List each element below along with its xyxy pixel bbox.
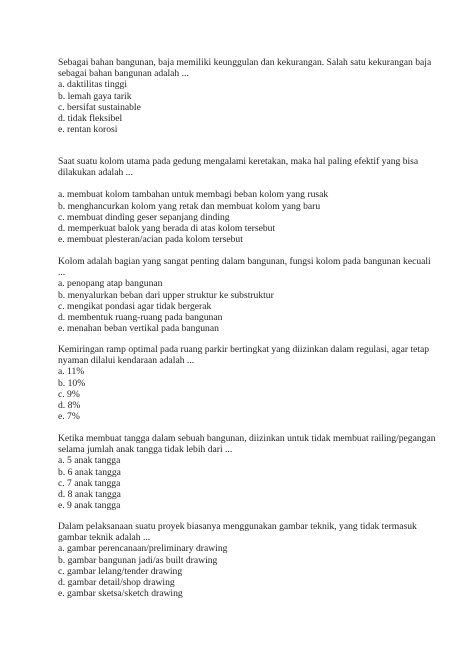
- answer-option-c: c. 9%: [58, 388, 80, 400]
- answer-option-b: b. 6 anak tangga: [58, 466, 121, 478]
- question-1: [58, 57, 438, 135]
- answer-option-a: a. 5 anak tangga: [58, 455, 121, 467]
- answer-option-a: a. 11%: [58, 366, 85, 378]
- answer-option-c: c. membuat dinding geser sepanjang dinding: [58, 211, 230, 223]
- answer-option-c: c. bersifat sustainable: [58, 101, 141, 113]
- question-text: Saat suatu kolom utama pada gedung mengalami keretakan, maka hal paling efektif yang bisa dilakukan adalah ...: [58, 156, 419, 179]
- question-text: Ketika membuat tangga dalam sebuah bangunan, diizinkan untuk tidak membuat railing/pegangan selama jumlah anak tangga tidak lebih dari ...: [58, 433, 436, 456]
- answer-options: [58, 366, 438, 422]
- question-text: Kolom adalah bagian yang sangat penting dalam bangunan, fungsi kolom pada bangunan kecuali ...: [58, 256, 431, 279]
- answer-option-e: e. 7%: [58, 411, 80, 423]
- question-3: [58, 256, 438, 334]
- answer-option-b: b. menghancurkan kolom yang retak dan membuat kolom yang baru: [58, 200, 321, 212]
- answer-option-a: a. penopang atap bangunan: [58, 278, 163, 290]
- question-text: Dalam pelaksanaan suatu proyek biasanya menggunakan gambar teknik, yang tidak termasuk gambar teknik adalah ...: [58, 521, 417, 544]
- answer-option-e: e. rentan korosi: [58, 124, 118, 136]
- answer-option-a: a. gambar perencanaan/preliminary drawing: [58, 543, 228, 555]
- answer-options: [58, 278, 438, 334]
- answer-option-b: b. menyalurkan beban dari upper struktur ke substruktur: [58, 289, 274, 301]
- answer-option-d: d. memperkuat balok yang berada di atas kolom tersebut: [58, 223, 276, 235]
- answer-options: [58, 543, 438, 599]
- question-text: Kemiringan ramp optimal pada ruang parkir bertingkat yang diizinkan dalam regulasi, agar tetap nyaman dilalui kendaraan adalah ...: [58, 344, 430, 367]
- answer-options: [58, 455, 438, 511]
- answer-option-d: d. membentuk ruang-ruang pada bangunan: [58, 312, 223, 324]
- spacer: [58, 178, 438, 189]
- answer-option-e: e. membuat plesteran/acian pada kolom tersebut: [58, 234, 243, 246]
- answer-option-d: d. gambar detail/shop drawing: [58, 577, 175, 589]
- answer-option-e: e. gambar sketsa/sketch drawing: [58, 588, 183, 600]
- answer-option-a: a. daktilitas tinggi: [58, 79, 128, 91]
- answer-option-e: e. 9 anak tangga: [58, 500, 121, 512]
- answer-option-c: c. mengikat pondasi agar tidak bergerak: [58, 300, 212, 312]
- question-4: [58, 344, 438, 422]
- question-5: [58, 433, 438, 511]
- answer-options: [58, 189, 438, 245]
- answer-option-c: c. 7 anak tangga: [58, 477, 121, 489]
- answer-option-e: e. menahan beban vertikal pada bangunan: [58, 323, 219, 335]
- answer-option-d: d. 8 anak tangga: [58, 489, 121, 501]
- answer-option-d: d. tidak fleksibel: [58, 113, 123, 125]
- answer-option-a: a. membuat kolom tambahan untuk membagi beban kolom yang rusak: [58, 189, 329, 201]
- answer-option-b: b. lemah gaya tarik: [58, 90, 132, 102]
- answer-options: [58, 79, 438, 135]
- answer-option-b: b. gambar bangunan jadi/as built drawing: [58, 554, 218, 566]
- question-6: [58, 521, 438, 599]
- answer-option-b: b. 10%: [58, 377, 86, 389]
- question-text: Sebagai bahan bangunan, baja memiliki keunggulan dan kekurangan. Salah satu kekurangan baja sebagai bahan bangunan adalah ...: [58, 57, 432, 80]
- answer-option-d: d. 8%: [58, 400, 81, 412]
- question-2: [58, 156, 438, 245]
- answer-option-c: c. gambar lelang/tender drawing: [58, 565, 183, 577]
